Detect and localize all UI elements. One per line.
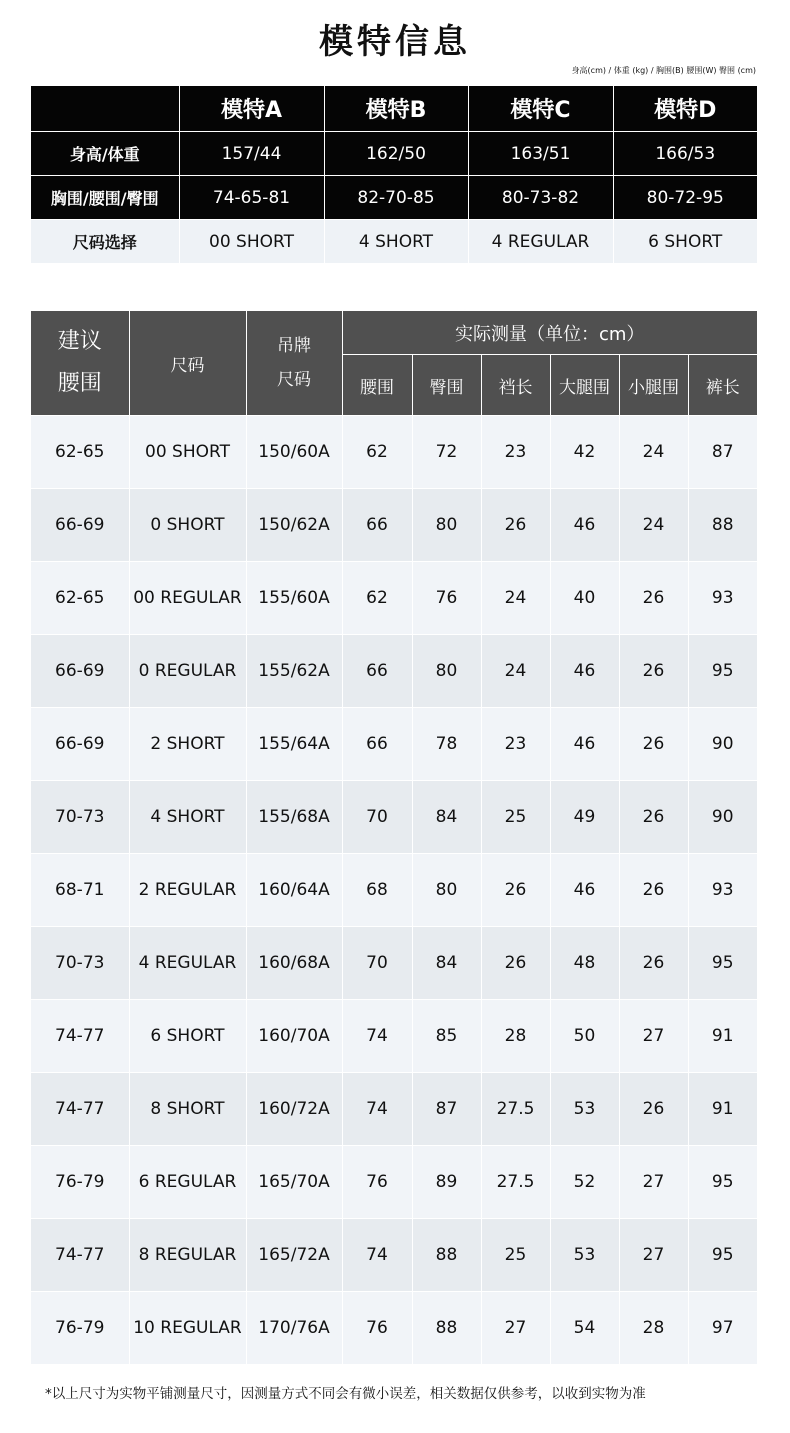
suggest-waist-cell: 74-77 xyxy=(31,1000,129,1073)
table-row xyxy=(31,489,757,562)
calf-cell: 26 xyxy=(619,708,688,781)
size-cell: 8 SHORT xyxy=(129,1073,246,1146)
table-row xyxy=(31,708,757,781)
thigh-cell: 49 xyxy=(550,781,619,854)
size-header: 尺码 xyxy=(129,311,246,416)
hip-cell: 85 xyxy=(412,1000,481,1073)
tag-size-cell: 150/60A xyxy=(246,416,342,489)
measure-header-waist: 腰围 xyxy=(342,355,412,416)
hip-cell: 84 xyxy=(412,781,481,854)
table-row xyxy=(31,781,757,854)
thigh-cell: 53 xyxy=(550,1219,619,1292)
rise-cell: 26 xyxy=(481,927,550,1000)
hip-cell: 80 xyxy=(412,854,481,927)
measure-header-hip: 臀围 xyxy=(412,355,481,416)
waist-cell: 66 xyxy=(342,635,412,708)
model-corner-cell xyxy=(31,86,179,132)
model-a-header: 模特A xyxy=(179,86,324,132)
model-cell: 80-73-82 xyxy=(468,176,613,220)
tag-size-cell: 170/76A xyxy=(246,1292,342,1365)
rise-cell: 28 xyxy=(481,1000,550,1073)
waist-cell: 74 xyxy=(342,1219,412,1292)
model-d-header: 模特D xyxy=(613,86,757,132)
table-row xyxy=(31,854,757,927)
thigh-cell: 40 xyxy=(550,562,619,635)
suggest-waist-cell: 66-69 xyxy=(31,708,129,781)
rise-cell: 25 xyxy=(481,781,550,854)
model-cell: 74-65-81 xyxy=(179,176,324,220)
size-cell: 4 REGULAR xyxy=(129,927,246,1000)
calf-cell: 24 xyxy=(619,416,688,489)
tag-size-cell: 160/68A xyxy=(246,927,342,1000)
size-cell: 0 REGULAR xyxy=(129,635,246,708)
waist-cell: 74 xyxy=(342,1073,412,1146)
model-header-row xyxy=(31,86,757,132)
model-cell: 166/53 xyxy=(613,132,757,176)
size-chart-table xyxy=(31,311,757,1365)
hip-cell: 89 xyxy=(412,1146,481,1219)
waist-cell: 74 xyxy=(342,1000,412,1073)
thigh-cell: 42 xyxy=(550,416,619,489)
waist-cell: 62 xyxy=(342,416,412,489)
tag-size-header xyxy=(246,311,342,416)
table-row xyxy=(31,1219,757,1292)
hip-cell: 78 xyxy=(412,708,481,781)
rise-cell: 23 xyxy=(481,708,550,781)
tag-size-cell: 160/72A xyxy=(246,1073,342,1146)
length-cell: 91 xyxy=(688,1073,757,1146)
measure-group-header: 实际测量（单位：cm） xyxy=(342,311,757,355)
measure-header-rise: 裆长 xyxy=(481,355,550,416)
model-cell: 6 SHORT xyxy=(613,220,757,264)
suggest-waist-header xyxy=(31,311,129,416)
table-row xyxy=(31,562,757,635)
rise-cell: 26 xyxy=(481,854,550,927)
footnote: *以上尺寸为实物平铺测量尺寸，因测量方式不同会有微小误差，相关数据仅供参考，以收到实物为准 xyxy=(45,1386,646,1402)
thigh-cell: 54 xyxy=(550,1292,619,1365)
thigh-cell: 46 xyxy=(550,489,619,562)
calf-cell: 24 xyxy=(619,489,688,562)
waist-cell: 66 xyxy=(342,708,412,781)
measure-header-calf: 小腿围 xyxy=(619,355,688,416)
row-label: 胸围/腰围/臀围 xyxy=(31,176,179,220)
thigh-cell: 52 xyxy=(550,1146,619,1219)
rise-cell: 27 xyxy=(481,1292,550,1365)
rise-cell: 27.5 xyxy=(481,1073,550,1146)
rise-cell: 26 xyxy=(481,489,550,562)
model-cell: 00 SHORT xyxy=(179,220,324,264)
calf-cell: 27 xyxy=(619,1146,688,1219)
length-cell: 93 xyxy=(688,562,757,635)
suggest-waist-cell: 76-79 xyxy=(31,1146,129,1219)
suggest-waist-line-1: 建议 xyxy=(57,329,102,354)
tag-size-cell: 155/62A xyxy=(246,635,342,708)
length-cell: 95 xyxy=(688,1219,757,1292)
model-info-table xyxy=(31,86,757,263)
calf-cell: 27 xyxy=(619,1000,688,1073)
page-title: 模特信息 xyxy=(319,22,471,62)
size-cell: 6 REGULAR xyxy=(129,1146,246,1219)
thigh-cell: 53 xyxy=(550,1073,619,1146)
suggest-waist-cell: 74-77 xyxy=(31,1219,129,1292)
hip-cell: 76 xyxy=(412,562,481,635)
hip-cell: 72 xyxy=(412,416,481,489)
tag-size-cell: 165/70A xyxy=(246,1146,342,1219)
size-cell: 4 SHORT xyxy=(129,781,246,854)
table-row xyxy=(31,416,757,489)
calf-cell: 26 xyxy=(619,927,688,1000)
tag-size-cell: 160/70A xyxy=(246,1000,342,1073)
size-cell: 10 REGULAR xyxy=(129,1292,246,1365)
length-cell: 90 xyxy=(688,781,757,854)
table-row xyxy=(31,1073,757,1146)
calf-cell: 27 xyxy=(619,1219,688,1292)
suggest-waist-cell: 62-65 xyxy=(31,416,129,489)
table-row xyxy=(31,1146,757,1219)
rise-cell: 23 xyxy=(481,416,550,489)
model-cell: 4 REGULAR xyxy=(468,220,613,264)
length-cell: 95 xyxy=(688,927,757,1000)
model-height-weight-row xyxy=(31,132,757,176)
size-cell: 2 REGULAR xyxy=(129,854,246,927)
waist-cell: 70 xyxy=(342,781,412,854)
model-cell: 82-70-85 xyxy=(324,176,468,220)
tag-size-cell: 165/72A xyxy=(246,1219,342,1292)
length-cell: 90 xyxy=(688,708,757,781)
waist-cell: 70 xyxy=(342,927,412,1000)
suggest-waist-cell: 70-73 xyxy=(31,927,129,1000)
size-cell: 00 SHORT xyxy=(129,416,246,489)
hip-cell: 87 xyxy=(412,1073,481,1146)
rise-cell: 24 xyxy=(481,562,550,635)
calf-cell: 28 xyxy=(619,1292,688,1365)
unit-note: 身高(cm) / 体重 (kg) / 胸围(B) 腰围(W) 臀围 (cm) xyxy=(571,66,756,75)
length-cell: 97 xyxy=(688,1292,757,1365)
waist-cell: 76 xyxy=(342,1146,412,1219)
length-cell: 88 xyxy=(688,489,757,562)
rise-cell: 27.5 xyxy=(481,1146,550,1219)
suggest-waist-cell: 76-79 xyxy=(31,1292,129,1365)
tag-size-cell: 150/62A xyxy=(246,489,342,562)
size-header-row-1 xyxy=(31,311,757,355)
table-row xyxy=(31,927,757,1000)
suggest-waist-cell: 62-65 xyxy=(31,562,129,635)
waist-cell: 76 xyxy=(342,1292,412,1365)
thigh-cell: 46 xyxy=(550,708,619,781)
suggest-waist-cell: 74-77 xyxy=(31,1073,129,1146)
tag-size-cell: 155/64A xyxy=(246,708,342,781)
calf-cell: 26 xyxy=(619,562,688,635)
hip-cell: 88 xyxy=(412,1292,481,1365)
model-cell: 80-72-95 xyxy=(613,176,757,220)
length-cell: 95 xyxy=(688,1146,757,1219)
calf-cell: 26 xyxy=(619,781,688,854)
length-cell: 95 xyxy=(688,635,757,708)
thigh-cell: 48 xyxy=(550,927,619,1000)
waist-cell: 66 xyxy=(342,489,412,562)
model-b-header: 模特B xyxy=(324,86,468,132)
rise-cell: 24 xyxy=(481,635,550,708)
tag-size-cell: 155/68A xyxy=(246,781,342,854)
size-cell: 00 REGULAR xyxy=(129,562,246,635)
model-c-header: 模特C xyxy=(468,86,613,132)
thigh-cell: 46 xyxy=(550,854,619,927)
tag-size-line-2: 尺码 xyxy=(277,370,311,390)
hip-cell: 80 xyxy=(412,489,481,562)
row-label: 尺码选择 xyxy=(31,220,179,264)
hip-cell: 88 xyxy=(412,1219,481,1292)
table-row xyxy=(31,1292,757,1365)
length-cell: 87 xyxy=(688,416,757,489)
tag-size-line-1: 吊牌 xyxy=(277,336,311,356)
table-row xyxy=(31,1000,757,1073)
model-size-choice-row xyxy=(31,220,757,264)
suggest-waist-line-2: 腰围 xyxy=(57,371,102,396)
thigh-cell: 46 xyxy=(550,635,619,708)
measure-header-thigh: 大腿围 xyxy=(550,355,619,416)
rise-cell: 25 xyxy=(481,1219,550,1292)
calf-cell: 26 xyxy=(619,635,688,708)
tag-size-cell: 155/60A xyxy=(246,562,342,635)
size-table-body xyxy=(31,416,757,1365)
model-cell: 157/44 xyxy=(179,132,324,176)
size-cell: 8 REGULAR xyxy=(129,1219,246,1292)
model-cell: 4 SHORT xyxy=(324,220,468,264)
suggest-waist-cell: 70-73 xyxy=(31,781,129,854)
model-cell: 162/50 xyxy=(324,132,468,176)
tag-size-cell: 160/64A xyxy=(246,854,342,927)
calf-cell: 26 xyxy=(619,854,688,927)
suggest-waist-cell: 68-71 xyxy=(31,854,129,927)
waist-cell: 62 xyxy=(342,562,412,635)
measure-header-length: 裤长 xyxy=(688,355,757,416)
size-cell: 2 SHORT xyxy=(129,708,246,781)
suggest-waist-cell: 66-69 xyxy=(31,489,129,562)
table-row xyxy=(31,635,757,708)
size-cell: 6 SHORT xyxy=(129,1000,246,1073)
row-label: 身高/体重 xyxy=(31,132,179,176)
model-measurements-row xyxy=(31,176,757,220)
length-cell: 93 xyxy=(688,854,757,927)
waist-cell: 68 xyxy=(342,854,412,927)
size-cell: 0 SHORT xyxy=(129,489,246,562)
length-cell: 91 xyxy=(688,1000,757,1073)
hip-cell: 80 xyxy=(412,635,481,708)
model-cell: 163/51 xyxy=(468,132,613,176)
thigh-cell: 50 xyxy=(550,1000,619,1073)
suggest-waist-cell: 66-69 xyxy=(31,635,129,708)
hip-cell: 84 xyxy=(412,927,481,1000)
calf-cell: 26 xyxy=(619,1073,688,1146)
